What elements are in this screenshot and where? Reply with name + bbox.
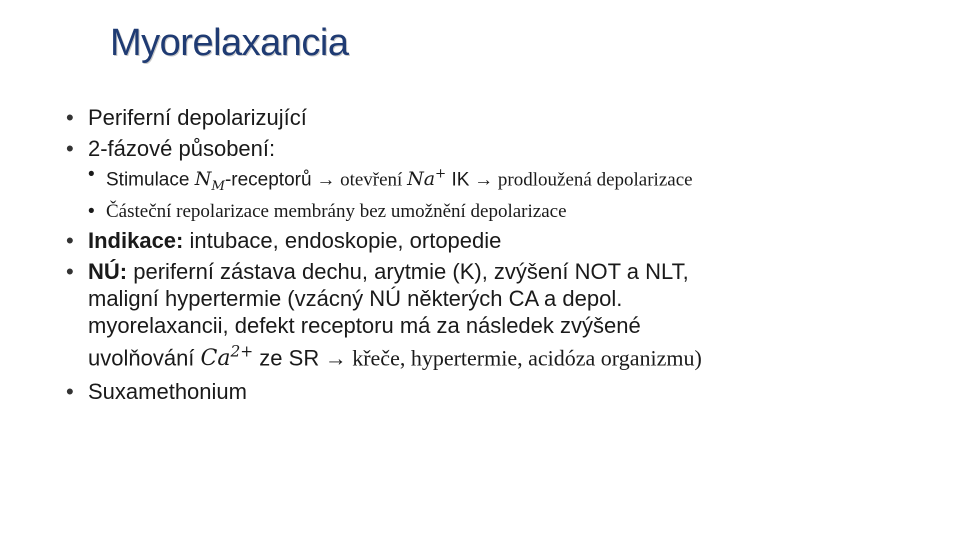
bullet-indikace (62, 227, 722, 254)
bullet-periferni (62, 104, 722, 131)
sub-bullet-text: Částeční repolarizace membrány bez umožnění depolarizace (106, 201, 567, 223)
math-nm (194, 168, 225, 195)
bullet-label: NÚ: (88, 259, 128, 285)
bullet-text: Suxamethonium (88, 379, 247, 405)
bullet-text: intubace, endoskopie, ortopedie (183, 228, 502, 254)
slide-content (62, 104, 722, 409)
math-base: Ca (200, 346, 231, 372)
sub-bullet-stimulace (88, 164, 722, 198)
math-na (407, 168, 446, 190)
sub-bullet-pre: Stimulace (106, 169, 195, 191)
bullet-text: periferní zástava dechu, arytmie (K), zvýšení NOT a NLT, maligní hypertermie (vzácný NÚ některých CA a depol. myorelaxancii, defekt receptoru má za následek zvýšené uvolňování (88, 259, 689, 371)
sub-bullet-mid2: → otevření (311, 169, 408, 191)
sub-bullet-ik: IK (446, 169, 470, 191)
bullet-list (62, 104, 722, 405)
bullet-suxamethonium (62, 378, 722, 405)
sub-bullet-mid1: -receptorů (224, 169, 312, 191)
math-sup: + (435, 167, 447, 182)
sub-bullet-list (88, 164, 722, 223)
slide-title: Myorelaxancia (110, 22, 349, 64)
math-ca (200, 343, 254, 372)
math-base: Na (407, 168, 436, 191)
bullet-text: Periferní depolarizující (88, 105, 307, 130)
sub-bullet-repolarizace (88, 201, 722, 223)
bullet-text-tail: → křeče, hypertermie, acidóza organizmu) (319, 345, 702, 371)
math-sup: 2+ (230, 343, 254, 362)
bullet-text-sr: ze SR (253, 345, 320, 371)
bullet-label: Indikace: (88, 228, 184, 254)
math-base: N (194, 168, 212, 191)
bullet-fazove (62, 135, 722, 223)
bullet-nu (62, 258, 722, 372)
sub-bullet-post: → prodloužená depolarizace (469, 169, 693, 191)
math-sub: M (211, 179, 225, 195)
bullet-text: 2-fázové působení: (88, 136, 276, 161)
